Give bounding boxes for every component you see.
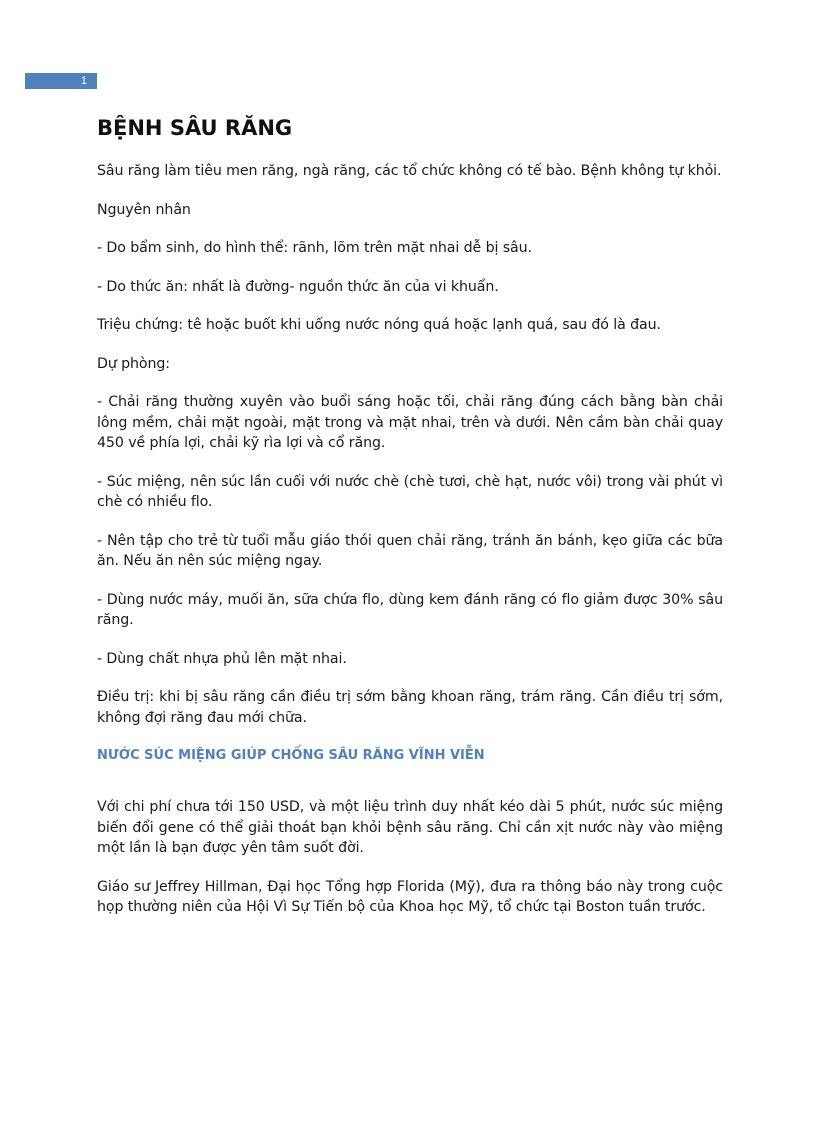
paragraph-treatment: Điều trị: khi bị sâu răng cần điều trị sớm bằng khoan răng, trám răng. Cần điều trị sớm, không đợi răng đau mới chữa. [97,689,723,726]
document-body [97,112,723,936]
paragraph-symptoms: Triệu chứng: tê hoặc buốt khi uống nước nóng quá hoặc lạnh quá, sau đó là đau. [97,317,661,333]
paragraph-cause-food: - Do thức ăn: nhất là đường- nguồn thức ăn của vi khuẩn. [97,278,499,295]
paragraph-prevention-sealant: - Dùng chất nhựa phủ lên mặt nhai. [97,650,347,667]
paragraph-intro: Sâu răng làm tiêu men răng, ngà răng, các tổ chức không có tế bào. Bệnh không tự khỏi. [97,163,722,179]
paragraph-prevention-brushing: - Chải răng thường xuyên vào buổi sáng hoặc tối, chải răng đúng cách bằng bàn chải lông mềm, chải mặt ngoài, mặt trong và mặt nhai, trên và dưới. Nên cầm bàn chải quay 450 về phía lợi, chải kỹ rìa lợi và cổ răng. [97,394,723,451]
paragraph-cause-congenital: - Do bẩm sinh, do hình thể: rãnh, lõm trên mặt nhai dễ bị sâu. [97,240,532,256]
paragraph-prevention-rinsing: - Súc miệng, nên súc lần cuối với nước chè (chè tươi, chè hạt, nước vôi) trong vài phút vì chè có nhiều flo. [97,473,723,510]
paragraph-prevention-heading: Dự phòng: [97,355,170,372]
document-title: BỆNH SÂU RĂNG [97,116,293,140]
paragraph-causes-heading: Nguyên nhân [97,201,191,218]
page-number-badge: 1 [25,73,97,89]
paragraph-mouthwash-professor: Giáo sư Jeffrey Hillman, Đại học Tổng hợp Florida (Mỹ), đưa ra thông báo này trong cuộc họp thường niên của Hội Vì Sự Tiến bộ của Khoa học Mỹ, tổ chức tại Boston tuần trước. [97,878,723,915]
paragraph-prevention-children: - Nên tập cho trẻ từ tuổi mẫu giáo thói quen chải răng, tránh ăn bánh, kẹo giữa các bữa ăn. Nếu ăn nên súc miệng ngay. [97,532,723,569]
section-title-mouthwash: NƯỚC SÚC MIỆNG GIÚP CHỐNG SÂU RĂNG VĨNH VIỄN [97,748,485,763]
paragraph-mouthwash-intro: Với chi phí chưa tới 150 USD, và một liệu trình duy nhất kéo dài 5 phút, nước súc miệng biến đổi gene có thể giải thoát bạn khỏi bệnh sâu răng. Chỉ cần xịt nước này vào miệng một lần là bạn được yên tâm suốt đời. [97,799,723,856]
paragraph-prevention-fluoride: - Dùng nước máy, muối ăn, sữa chứa flo, dùng kem đánh răng có flo giảm được 30% sâu răng. [97,591,723,628]
